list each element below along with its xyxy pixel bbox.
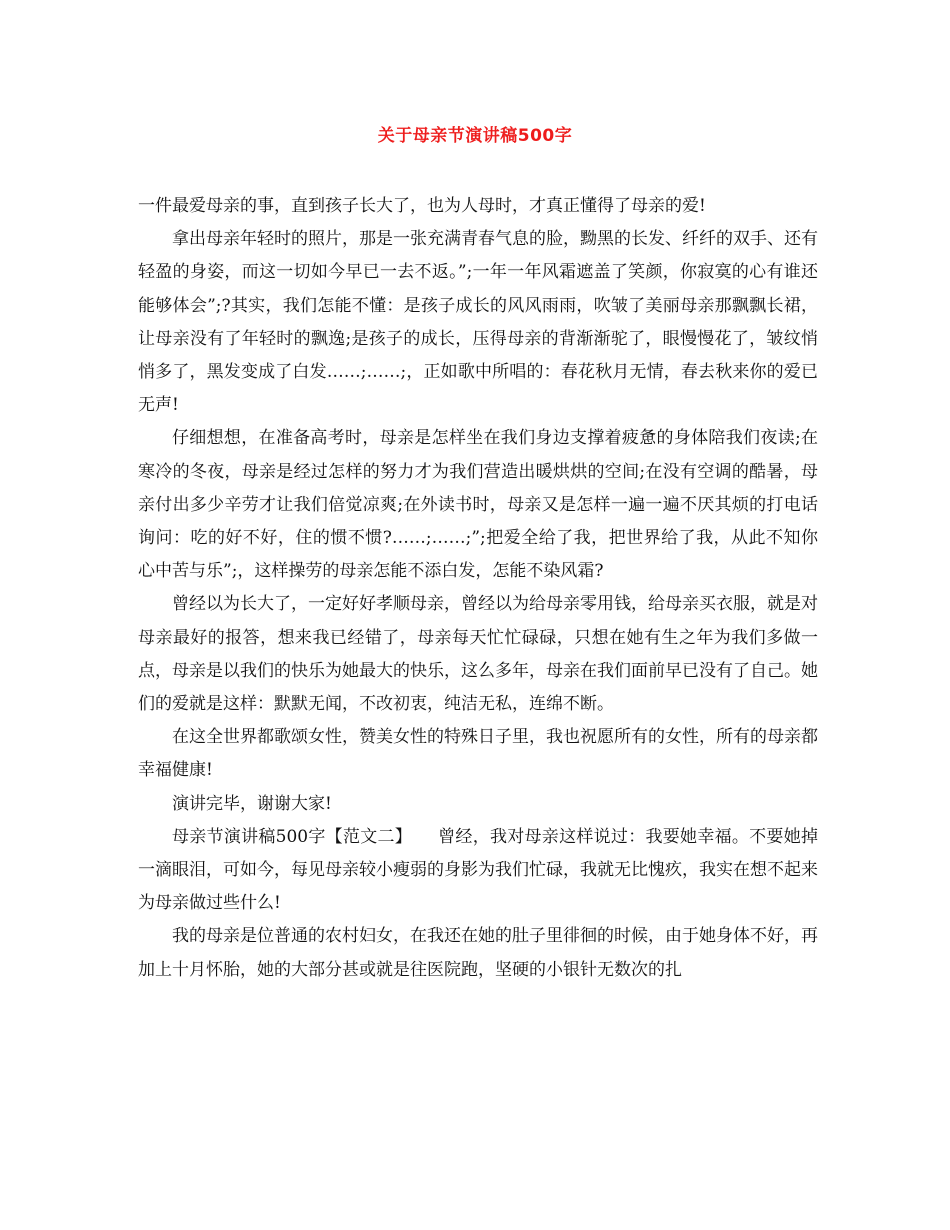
paragraph: 拿出母亲年轻时的照片，那是一张充满青春气息的脸，黝黑的长发、纤纤的双手、还有轻盈的身姿，而这一切如今早已一去不返。”;一年一年风霜遮盖了笑颜，你寂寞的心有谁还能够体会”;?其实，我们怎能不懂：是孩子成长的风风雨雨，吹皱了美丽母亲那飘飘长裙，让母亲没有了年轻时的飘逸;是孩子的成长，压得母亲的背渐渐驼了，眼慢慢花了，皱纹悄悄多了，黑发变成了白发……;……;，正如歌中所唱的：春花秋月无情，春去秋来你的爱已无声! xyxy=(138,229,818,416)
paragraph: 仔细想想，在准备高考时，母亲是怎样坐在我们身边支撑着疲惫的身体陪我们夜读;在寒冷的冬夜，母亲是经过怎样的努力才为我们营造出暖烘烘的空间;在没有空调的酷暑，母亲付出多少辛劳才让我们倍觉凉爽;在外读书时，母亲又是怎样一遍一遍不厌其烦的打电话询问：吃的好不好，住的惯不惯?……;……;”;把爱全给了我，把世界给了我，从此不知你心中苦与乐”;，这样操劳的母亲怎能不添白发，怎能不染风霜? xyxy=(138,428,818,582)
paragraph: 母亲节演讲稿500字【范文二】 曾经，我对母亲这样说过：我要她幸福。不要她掉一滴眼泪，可如今，每见母亲较小瘦弱的身影为我们忙碌，我就无比愧疚，我实在想不起来为母亲做过些什么! xyxy=(138,826,818,914)
document-body xyxy=(138,190,818,987)
paragraph: 在这全世界都歌颂女性，赞美女性的特殊日子里，我也祝愿所有的女性，所有的母亲都幸福健康! xyxy=(138,727,818,781)
paragraph: 演讲完毕，谢谢大家! xyxy=(172,793,332,814)
paragraph: 一件最爱母亲的事，直到孩子长大了，也为人母时，才真正懂得了母亲的爱! xyxy=(138,196,706,216)
document-title: 关于母亲节演讲稿500字 xyxy=(377,126,573,146)
paragraph: 曾经以为长大了，一定好好孝顺母亲，曾经以为给母亲零用钱，给母亲买衣服，就是对母亲最好的报答，想来我已经错了，母亲每天忙忙碌碌，只想在她有生之年为我们多做一点，母亲是以我们的快乐为她最大的快乐，这么多年，母亲在我们面前早已没有了自己。她们的爱就是这样：默默无闻，不改初衷，纯洁无私，连绵不断。 xyxy=(138,594,818,715)
paragraph: 我的母亲是位普通的农村妇女，在我还在她的肚子里徘徊的时候，由于她身体不好，再加上十月怀胎，她的大部分甚或就是往医院跑，坚硬的小银针无数次的扎 xyxy=(138,926,818,980)
